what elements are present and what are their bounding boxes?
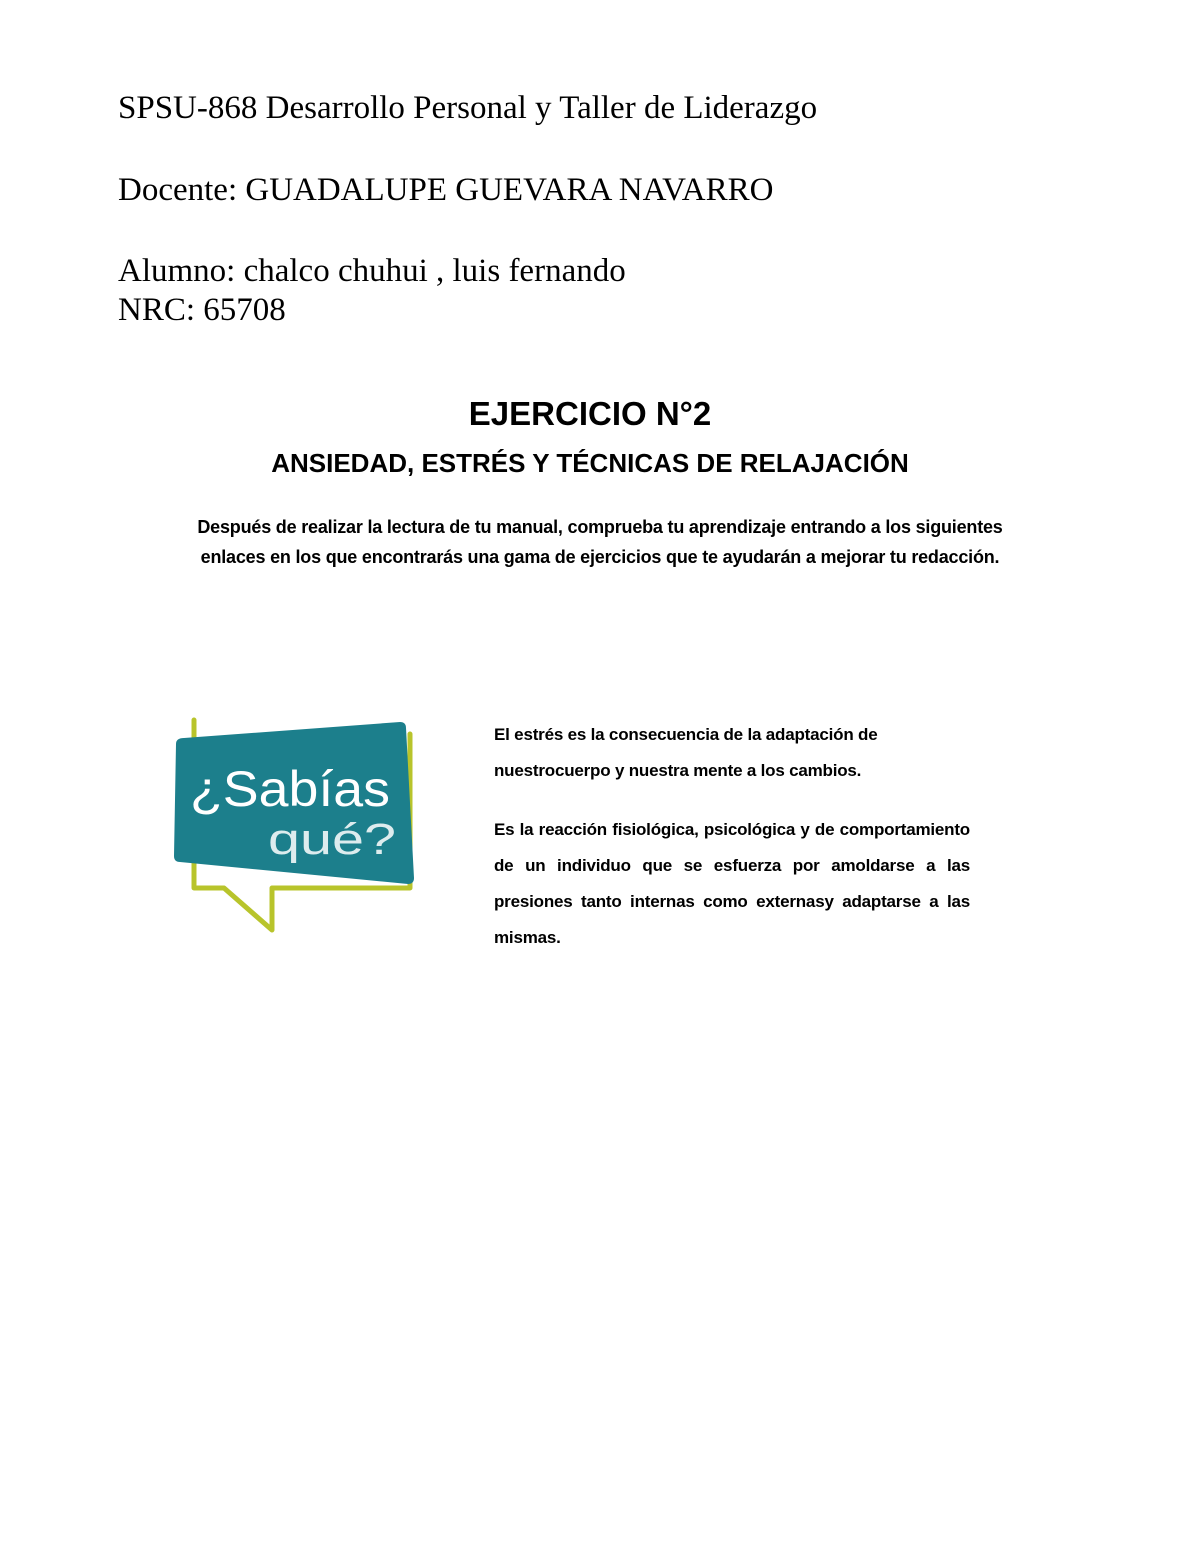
- stress-reaction-paragraph: Es la reacción fisiológica, psicológica y de comportamiento de un individuo que se esfuerza por amoldarse a las presiones tanto internas como externasy adaptarse a las mismas.: [494, 820, 970, 947]
- student-name: Alumno: chalco chuhui , luis fernando: [118, 253, 626, 289]
- nrc-code: NRC: 65708: [118, 292, 286, 328]
- stress-definition-paragraph: El estrés es la consecuencia de la adaptación de nuestrocuerpo y nuestra mente a los cambios.: [494, 725, 878, 780]
- instructions-line-2: enlaces en los que encontrarás una gama de ejercicios que te ayudarán a mejorar tu redacción.: [200, 547, 1000, 567]
- instructions-line-1: Después de realizar la lectura de tu manual, comprueba tu aprendizaje entrando a los siguientes: [197, 517, 1003, 537]
- course-title: SPSU-868 Desarrollo Personal y Taller de Liderazgo: [118, 90, 818, 126]
- sabias-que-speech-bubble-icon: [168, 712, 428, 938]
- teacher-name: Docente: GUADALUPE GUEVARA NAVARRO: [118, 172, 774, 208]
- sabias-text: ¿Sabías: [190, 761, 390, 817]
- exercise-title: EJERCICIO N°2: [468, 395, 712, 432]
- exercise-subtitle: ANSIEDAD, ESTRÉS Y TÉCNICAS DE RELAJACIÓN: [271, 448, 909, 478]
- que-text: qué?: [268, 815, 396, 864]
